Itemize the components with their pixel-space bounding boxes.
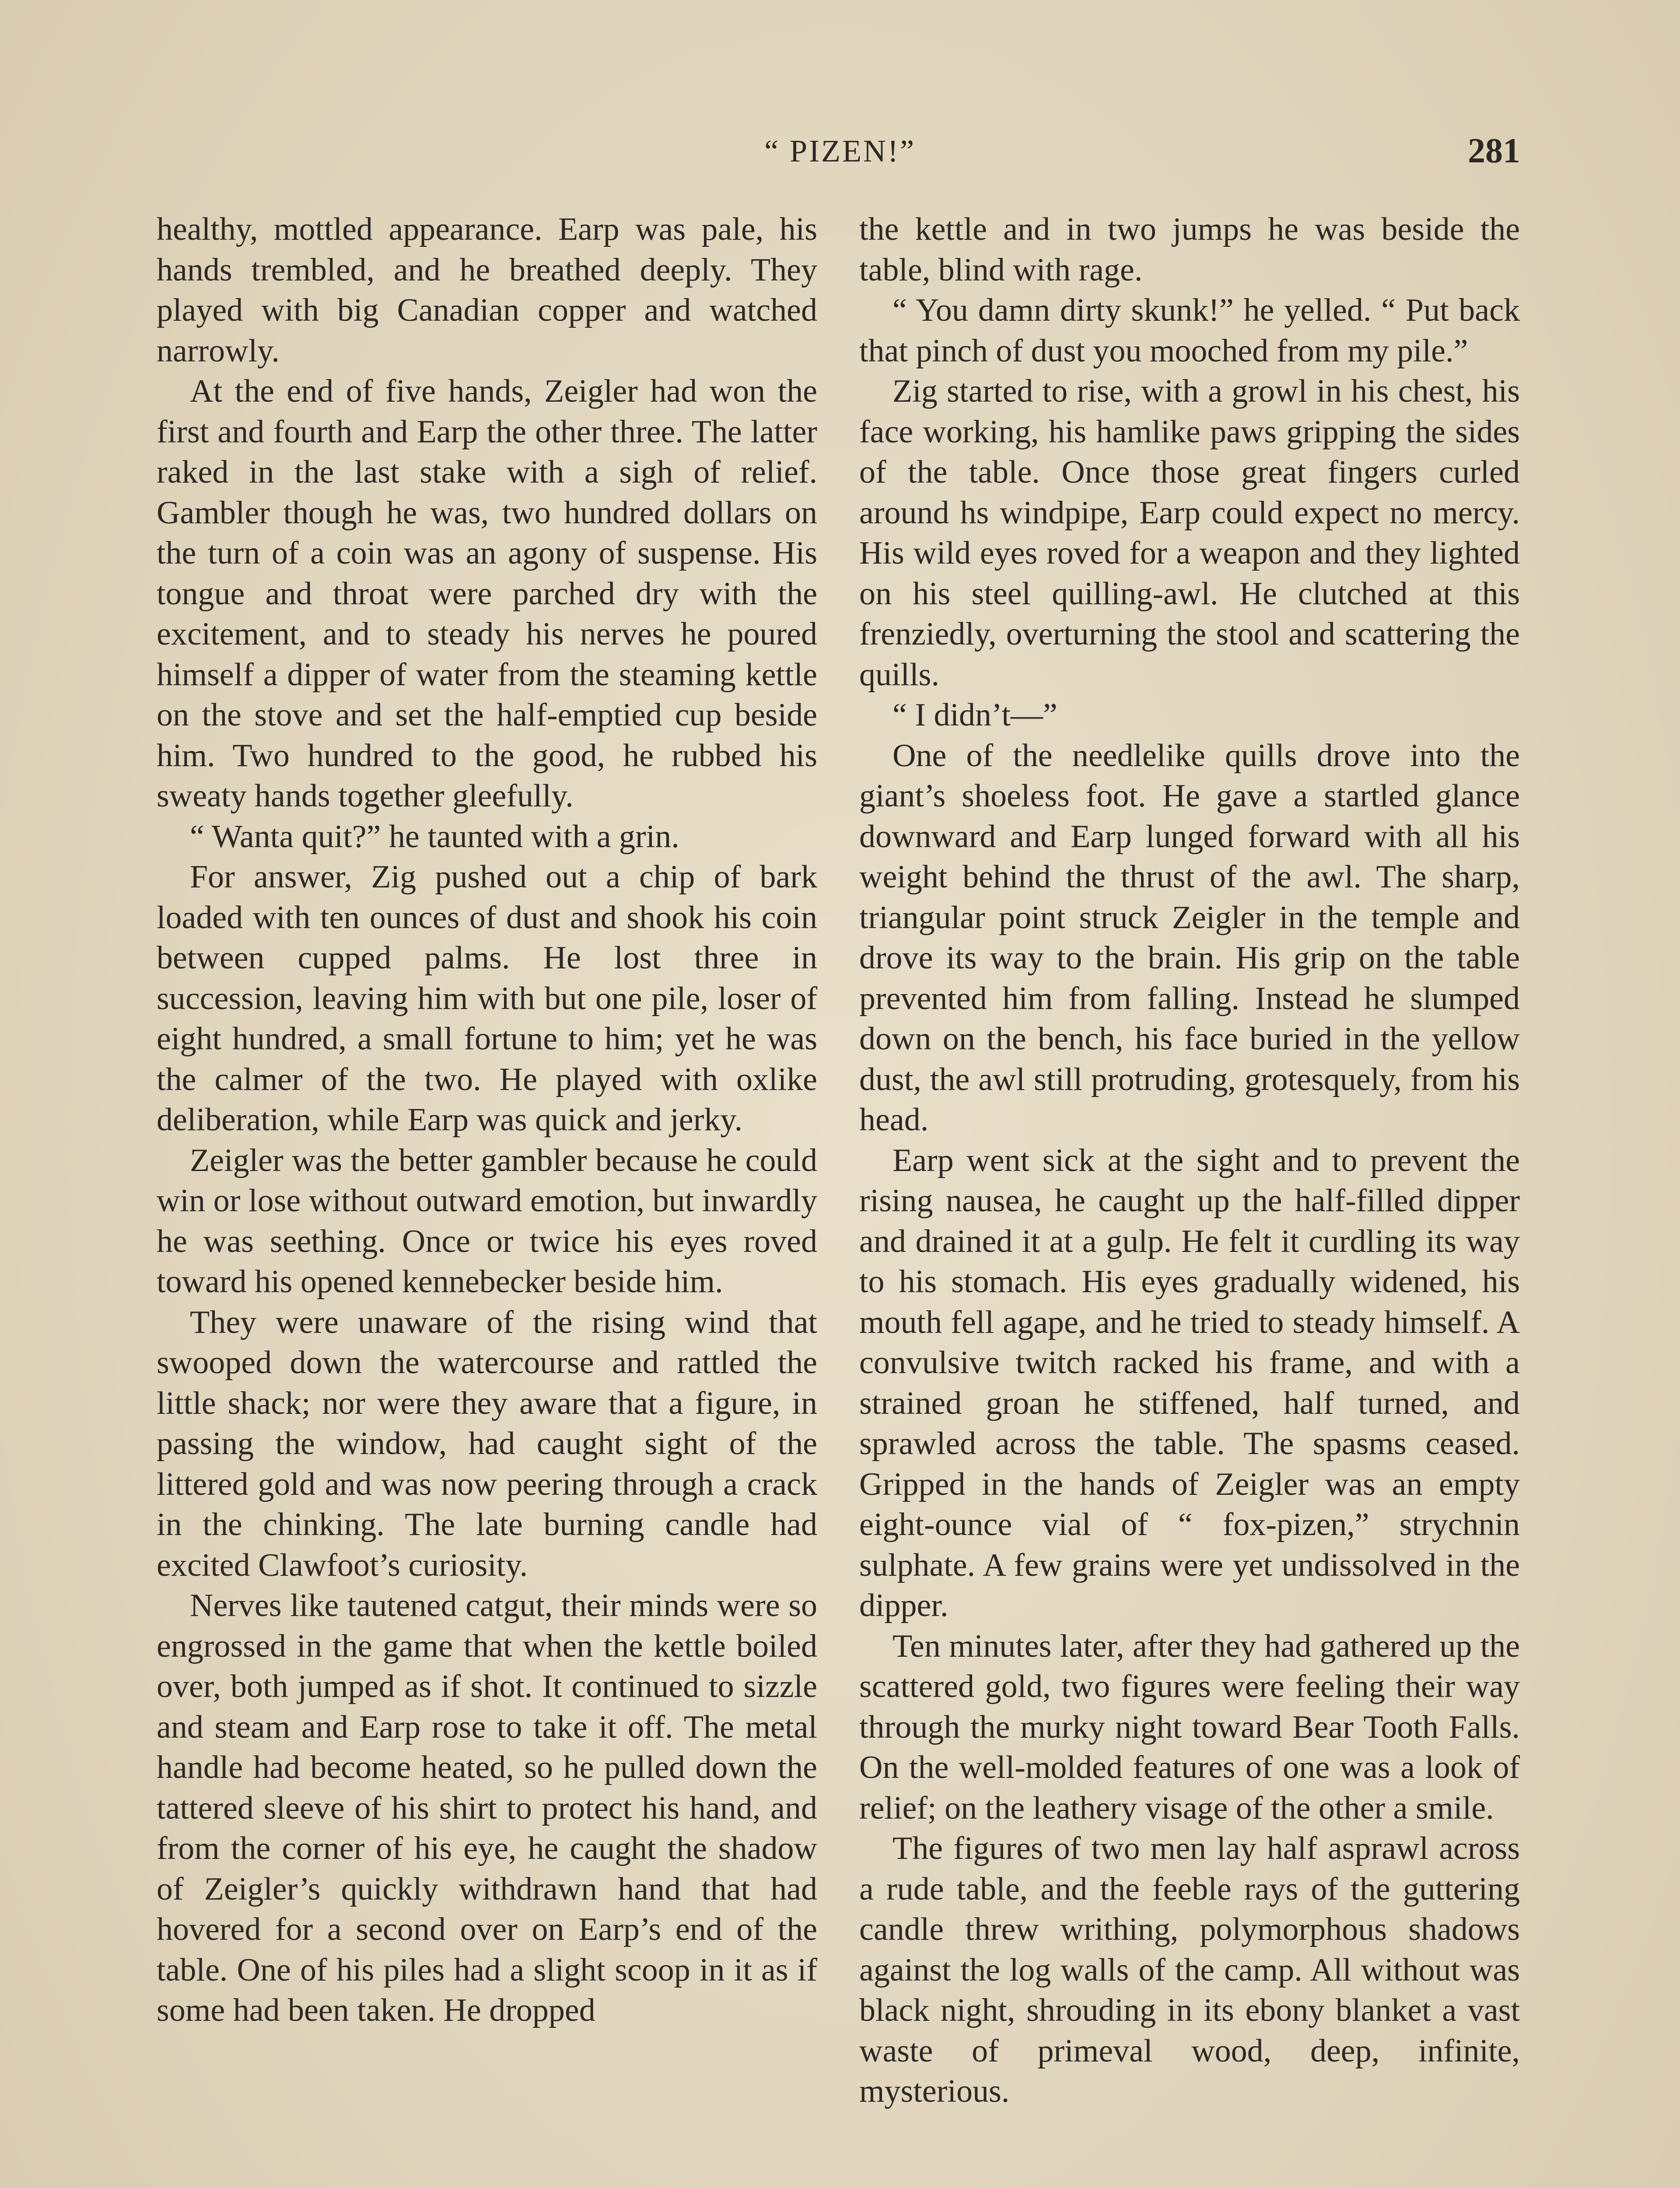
running-header bbox=[0, 127, 1680, 179]
paragraph: “ Wanta quit?” he taunted with a grin. bbox=[190, 818, 679, 855]
paragraph: For answer, Zig pushed out a chip of bark loaded with ten ounces of dust and shook his coin between cupped palms. He lost three in succession, leaving him with but one pile, loser of eight hundred, a small fortune to him; yet he was the calmer of the two. He played with oxlike deliberation, while Earp was quick and jerky. bbox=[157, 859, 817, 1138]
paragraph: At the end of five hands, Zeigler had won the first and fourth and Earp the other three. The latter raked in the last stake with a sigh of relief. Gambler though he was, two hundred dollars on the turn of a coin was an agony of suspense. His tongue and throat were parched dry with the excitement, and to steady his nerves he poured himself a dipper of water from the steaming kettle on the stove and set the half-emptied cup beside him. Two hundred to the good, he rubbed his sweaty hands together gleefully. bbox=[157, 373, 817, 814]
paragraph: healthy, mottled appearance. Earp was pale, his hands trembled, and he breathed deeply. They played with big Canadian copper and watched narrowly. bbox=[157, 211, 817, 369]
paragraph: They were unaware of the rising wind that swooped down the watercourse and rattled the little shack; nor were they aware that a figure, in passing the window, had caught sight of the littered gold and was now peering through a crack in the chinking. The late burning candle had excited Clawfoot’s curiosity. bbox=[157, 1304, 817, 1583]
paragraph: Nerves like tautened catgut, their minds were so engrossed in the game that when the kettle boiled over, both jumped as if shot. It continued to sizzle and steam and Earp rose to take it off. The metal handle had become heated, so he pulled down the tattered sleeve of his shirt to protect his hand, and from the corner of his eye, he caught the shadow of Zeigler’s quickly withdrawn hand that had hovered for a second over on Earp’s end of the table. One of his piles had a slight scoop in it as if some had been taken. He dropped bbox=[157, 1588, 817, 2028]
paragraph: One of the needlelike quills drove into the giant’s shoeless foot. He gave a startled glance downward and Earp lunged forward with all his weight behind the thrust of the awl. The sharp, triangular point struck Zeigler in the temple and drove its way to the brain. His grip on the table prevented him from falling. Instead he slumped down on the bench, his face buried in the yellow dust, the awl still protruding, grotesquely, from his head. bbox=[859, 737, 1520, 1138]
paragraph: Zig started to rise, with a growl in his chest, his face working, his hamlike paws gripping the sides of the table. Once those great fingers curled around hs windpipe, Earp could expect no mercy. His wild eyes roved for a weapon and they lighted on his steel quilling-awl. He clutched at this frenziedly, overturning the stool and scattering the quills. bbox=[859, 373, 1520, 693]
paragraph: “ I didn’t—” bbox=[892, 697, 1057, 733]
paragraph: Ten minutes later, after they had gathered up the scattered gold, two figures were feeling their way through the murky night toward Bear Tooth Falls. On the well-molded features of one was a look of relief; on the leathery visage of the other a smile. bbox=[859, 1628, 1520, 1826]
paragraph: “ You damn dirty skunk!” he yelled. “ Put back that pinch of dust you mooched from my pile.” bbox=[859, 292, 1520, 369]
paragraph: the kettle and in two jumps he was beside the table, blind with rage. bbox=[859, 211, 1520, 288]
left-column bbox=[157, 209, 817, 2031]
running-title: “ PIZEN!” bbox=[764, 133, 916, 168]
paragraph: Earp went sick at the sight and to prevent the rising nausea, he caught up the half-filled dipper and drained it at a gulp. He felt it curdling its way to his stomach. His eyes gradually widened, his mouth fell agape, and he tried to steady himself. A convulsive twitch racked his frame, and with a strained groan he stiffened, half turned, and sprawled across the table. The spasms ceased. Gripped in the hands of Zeigler was an empty eight-ounce vial of “ fox-pizen,” strychnin sulphate. A few grains were yet undissolved in the dipper. bbox=[859, 1142, 1520, 1623]
page-number: 281 bbox=[1468, 132, 1520, 170]
paragraph: The figures of two men lay half asprawl across a rude table, and the feeble rays of the guttering candle threw writhing, polymorphous shadows against the log walls of the camp. All without was black night, shrouding in its ebony blanket a vast waste of primeval wood, deep, infinite, mysterious. bbox=[859, 1830, 1520, 2109]
right-column bbox=[859, 209, 1520, 2112]
paragraph: Zeigler was the better gambler because he could win or lose without outward emotion, but inwardly he was seething. Once or twice his eyes roved toward his opened kennebecker beside him. bbox=[157, 1142, 817, 1300]
